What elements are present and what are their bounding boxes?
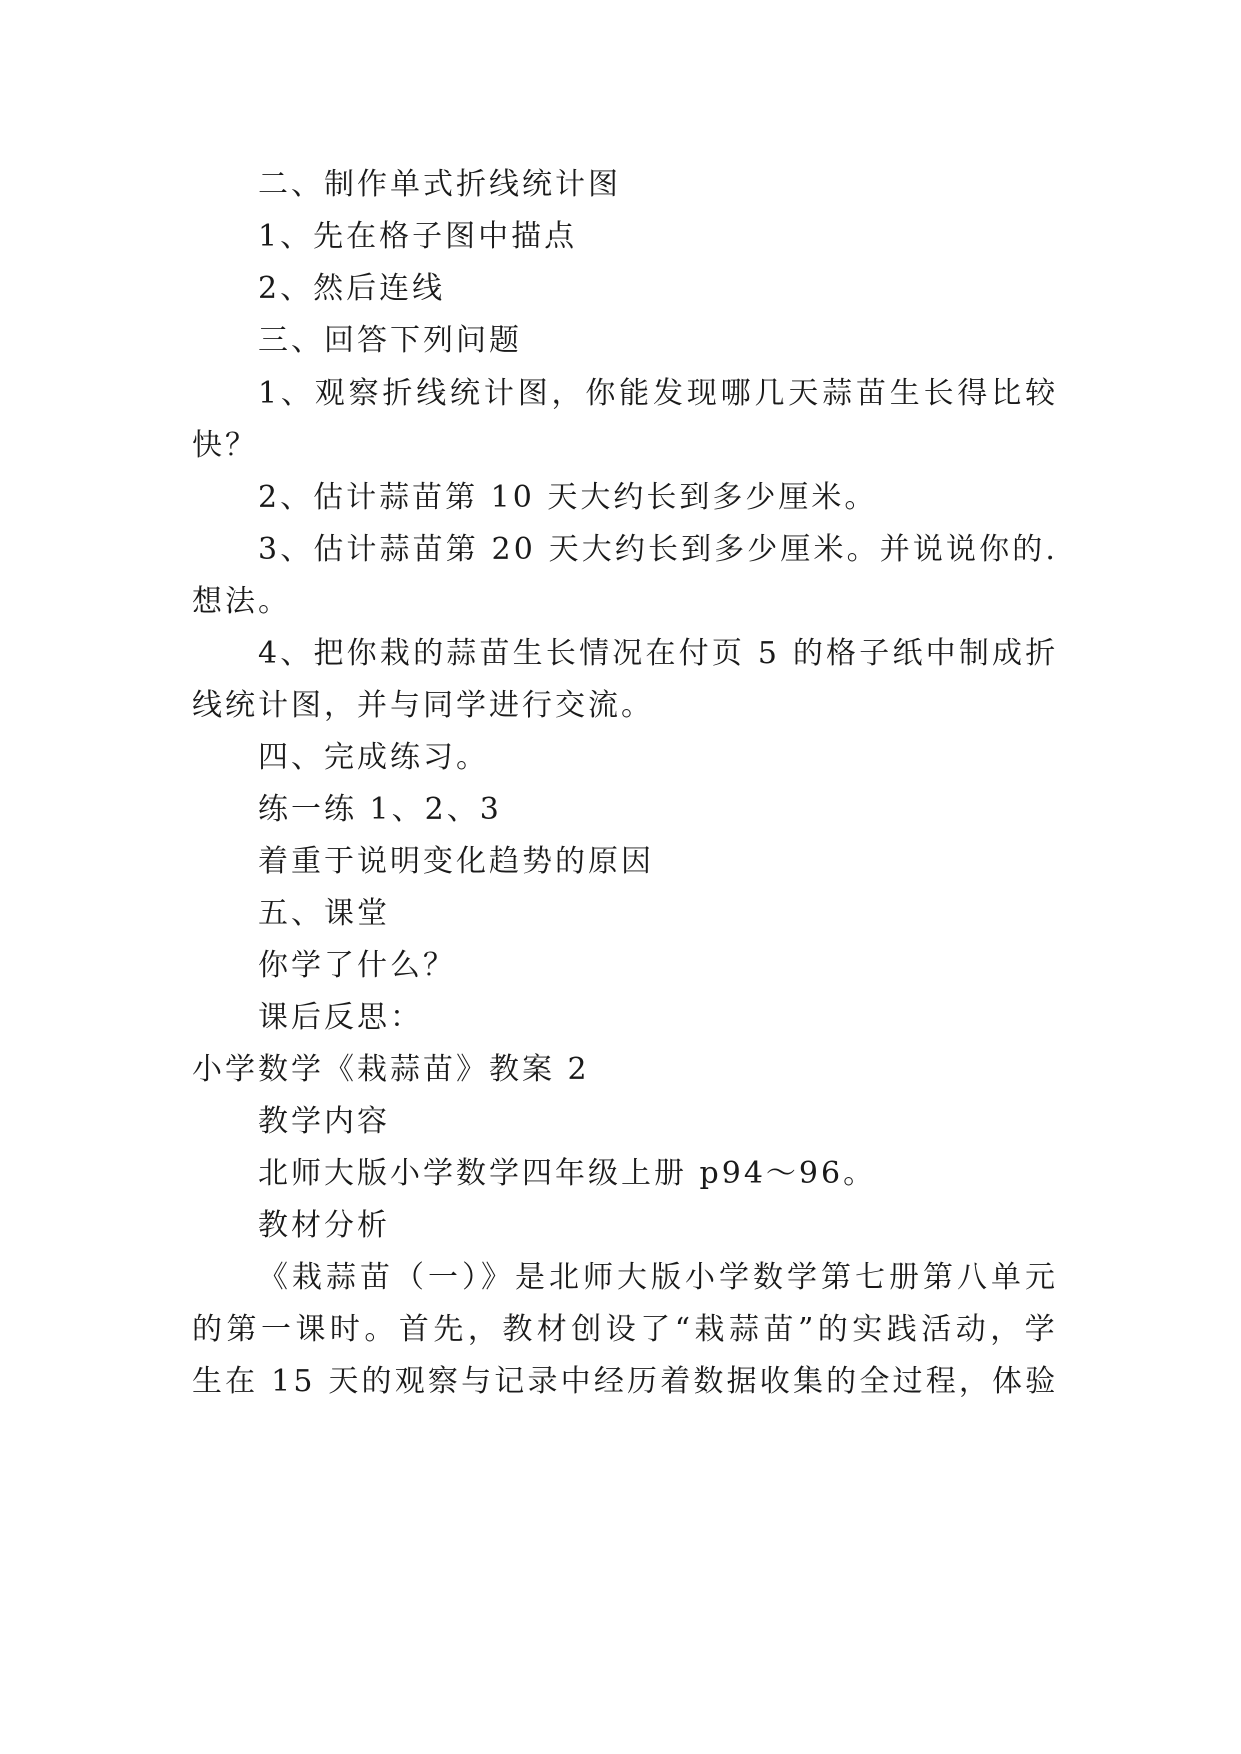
question-3-line-2: 想法。 xyxy=(192,584,291,619)
practice-items: 练一练 1、2、3 xyxy=(258,792,502,827)
summary-question: 你学了什么？ xyxy=(258,948,456,983)
section-heading-4: 四、完成练习。 xyxy=(258,740,489,775)
step-connect-lines: 2、然后连线 xyxy=(258,271,446,306)
analysis-line-1: 《栽蒜苗（一）》是北师大版小学数学第七册第八单元 xyxy=(258,1260,1059,1295)
section-heading-2: 二、制作单式折线统计图 xyxy=(258,167,621,202)
question-3-line-1: 3、估计蒜苗第 20 天大约长到多少厘米。并说说你的. xyxy=(258,532,1058,567)
analysis-line-2: 的第一课时。首先，教材创设了“栽蒜苗”的实践活动，学 xyxy=(192,1312,1060,1347)
practice-focus: 着重于说明变化趋势的原因 xyxy=(258,844,654,879)
lesson-plan-title: 小学数学《栽蒜苗》教案 2 xyxy=(192,1052,590,1087)
textbook-analysis-heading: 教材分析 xyxy=(258,1208,390,1243)
question-4-line-1: 4、把你栽的蒜苗生长情况在付页 5 的格子纸中制成折 xyxy=(258,636,1059,671)
question-1-line-1: 1、观察折线统计图，你能发现哪几天蒜苗生长得比较 xyxy=(258,376,1059,411)
question-2: 2、估计蒜苗第 10 天大约长到多少厘米。 xyxy=(258,480,878,515)
teaching-content-text: 北师大版小学数学四年级上册 p94～96。 xyxy=(258,1156,877,1191)
step-plot-points: 1、先在格子图中描点 xyxy=(258,219,578,254)
reflection-label: 课后反思： xyxy=(258,1000,423,1035)
question-4-line-2: 线统计图，并与同学进行交流。 xyxy=(192,688,654,723)
section-heading-3: 三、回答下列问题 xyxy=(258,323,522,358)
analysis-line-3: 生在 15 天的观察与记录中经历着数据收集的全过程，体验 xyxy=(192,1364,1059,1399)
teaching-content-heading: 教学内容 xyxy=(258,1104,390,1139)
section-heading-5: 五、课堂 xyxy=(258,896,390,931)
question-1-line-2: 快？ xyxy=(192,428,258,463)
